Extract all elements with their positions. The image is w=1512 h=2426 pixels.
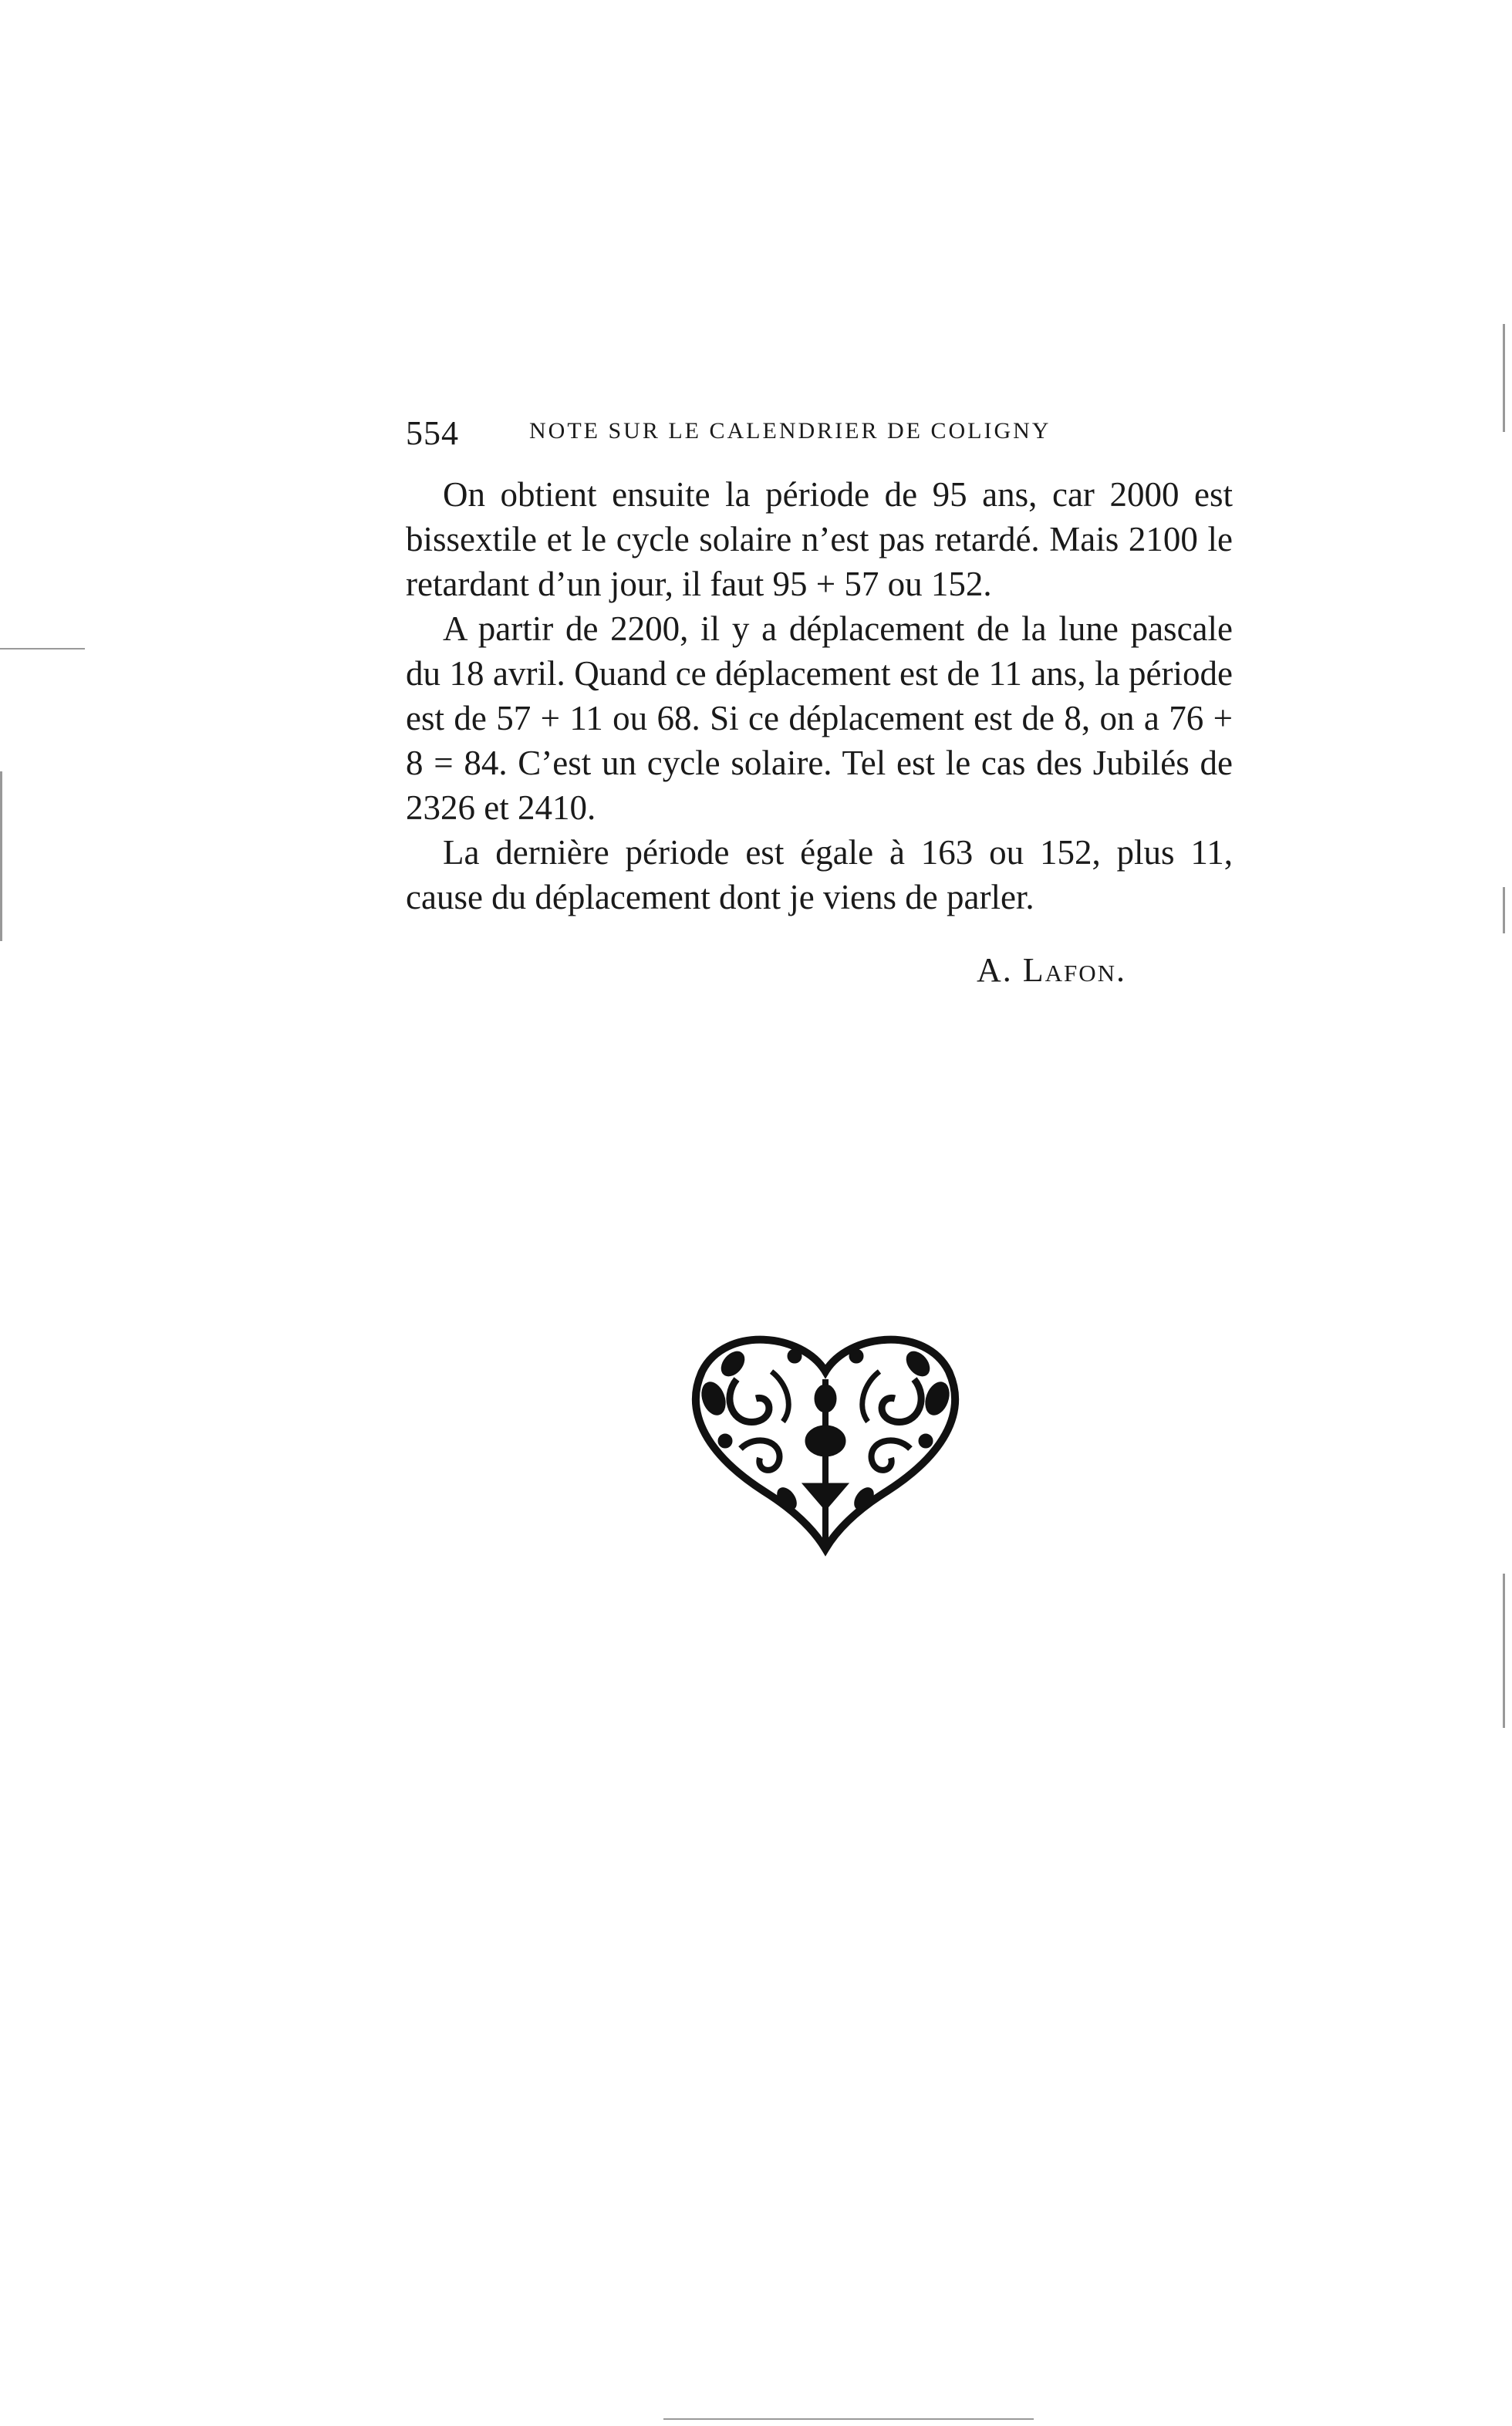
author-signature: A. Lafon. xyxy=(977,951,1127,989)
scan-mark xyxy=(663,2418,1034,2420)
page-number: 554 xyxy=(406,414,459,452)
heart-fleuron-ornament-icon xyxy=(679,1325,972,1557)
paragraph-3: La dernière période est égale à 163 ou 152, plus 11, cause du déplacement dont je viens de parler. xyxy=(406,833,1233,916)
scan-mark xyxy=(1503,1574,1505,1728)
running-title: NOTE SUR LE CALENDRIER DE COLIGNY xyxy=(529,418,1051,444)
scan-mark xyxy=(1503,324,1505,432)
scan-mark xyxy=(1503,887,1505,933)
paragraph-2: A partir de 2200, il y a déplacement de la lune pascale du 18 avril. Quand ce déplacement est de 11 ans, la période est de 57 + 11 ou 68. Si ce déplacement est de 8, on a 76 + 8 = 84. C’est un cycle solaire. Tel est le cas des Jubilés de 2326 et 2410. xyxy=(406,609,1233,827)
scan-mark xyxy=(0,771,2,941)
running-head xyxy=(406,413,1233,460)
scan-mark xyxy=(0,648,85,650)
paragraph-1: On obtient ensuite la période de 95 ans, car 2000 est bissextile et le cycle solaire n’est pas retardé. Mais 2100 le retardant d’un jour, il faut 95 + 57 ou 152. xyxy=(406,475,1233,603)
body-text xyxy=(406,472,1233,919)
